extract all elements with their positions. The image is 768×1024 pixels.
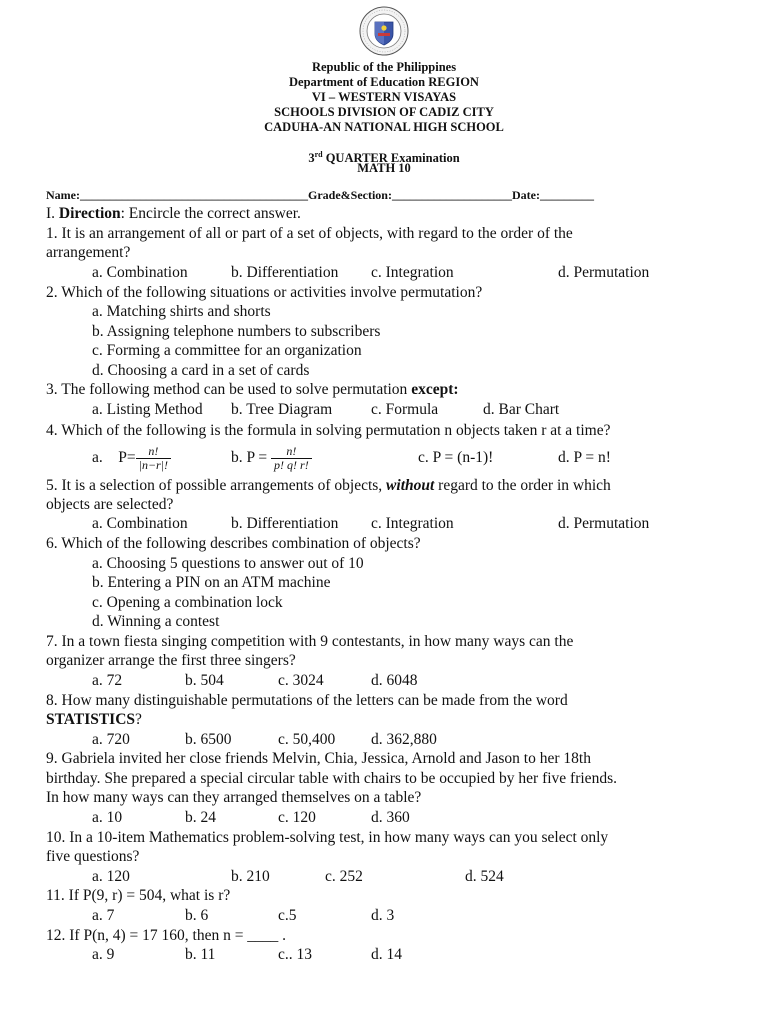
grade-section-label: Grade&Section:: [307, 188, 392, 202]
q10-option-d[interactable]: d. 524: [465, 868, 504, 885]
header-republic: Republic of the Philippines: [311, 60, 457, 74]
q10-option-a[interactable]: a. 120: [92, 868, 130, 885]
question-10-text: 10. In a 10-item Mathematics problem-solving test, in how many ways can you select only: [46, 829, 609, 846]
question-8-text-cont: STATISTICS?: [46, 711, 142, 728]
question-7-text: 7. In a town fiesta singing competition with 9 contestants, in how many ways can the: [46, 633, 574, 650]
q8-option-a[interactable]: a. 720: [92, 731, 130, 748]
q11-option-d[interactable]: d. 3: [371, 907, 395, 924]
subject-title: MATH 10: [357, 161, 411, 175]
q8-option-d[interactable]: d. 362,880: [371, 731, 437, 748]
header-division: SCHOOLS DIVISION OF CADIZ CITY: [274, 105, 494, 119]
grade-section-field[interactable]: ____________________: [391, 188, 512, 202]
q9-option-c[interactable]: c. 120: [278, 809, 316, 826]
q11-option-b[interactable]: b. 6: [185, 907, 209, 924]
question-9-text-cont: birthday. She prepared a special circular table with chairs to be occupied by her five friends.: [46, 770, 617, 787]
q4-option-d[interactable]: d. P = n!: [558, 449, 611, 466]
q1-option-b[interactable]: b. Differentiation: [231, 264, 339, 281]
header-department: Department of Education REGION: [289, 75, 479, 89]
q4-option-c[interactable]: c. P = (n-1)!: [418, 449, 494, 466]
question-5-text-cont: objects are selected?: [46, 496, 174, 513]
header-region: VI – WESTERN VISAYAS: [311, 90, 457, 104]
q1-option-c[interactable]: c. Integration: [371, 264, 454, 281]
q4-b-fraction: $\frac{n!}{p! q! r!}$: [271, 445, 312, 472]
q1-option-a[interactable]: a. Combination: [92, 264, 188, 281]
date-label: Date:: [511, 188, 540, 202]
q6-option-a[interactable]: a. Choosing 5 questions to answer out of 10: [92, 555, 364, 572]
q2-option-c[interactable]: c. Forming a committee for an organization: [92, 342, 362, 359]
question-2-text: 2. Which of the following situations or activities involve permutation?: [46, 284, 483, 301]
q3-option-d[interactable]: d. Bar Chart: [483, 401, 560, 418]
q3-option-a[interactable]: a. Listing Method: [92, 401, 203, 418]
q4-option-b[interactable]: b. P = $\frac{n!}{p! q! r!}$: [231, 439, 312, 477]
q12-option-d[interactable]: d. 14: [371, 946, 402, 963]
q3-option-b[interactable]: b. Tree Diagram: [231, 401, 333, 418]
q5-option-d[interactable]: d. Permutation: [558, 515, 650, 532]
q9-option-d[interactable]: d. 360: [371, 809, 410, 826]
q7-option-c[interactable]: c. 3024: [278, 672, 324, 689]
question-1-text: 1. It is an arrangement of all or part of a set of objects, with regard to the order of the: [46, 225, 573, 242]
q7-option-d[interactable]: d. 6048: [371, 672, 418, 689]
header-school: CADUHA-AN NATIONAL HIGH SCHOOL: [264, 120, 504, 134]
q3-option-c[interactable]: c. Formula: [371, 401, 439, 418]
exam-title: 3rd QUARTER Examination: [308, 150, 460, 166]
question-12-text: 12. If P(n, 4) = 17 160, then n = ____ .: [46, 927, 287, 944]
date-field[interactable]: _________: [539, 188, 594, 202]
q2-option-a[interactable]: a. Matching shirts and shorts: [92, 303, 271, 320]
q5-option-b[interactable]: b. Differentiation: [231, 515, 339, 532]
q4-option-a[interactable]: a. P= $\frac{n!}{|n-r|!}$: [92, 439, 171, 477]
q4-a-fraction: $\frac{n!}{|n-r|!}$: [136, 445, 171, 472]
q6-option-b[interactable]: b. Entering a PIN on an ATM machine: [92, 574, 331, 591]
name-label: Name:: [46, 188, 80, 202]
question-3-text: 3. The following method can be used to solve permutation except:: [46, 381, 459, 398]
q2-option-b[interactable]: b. Assigning telephone numbers to subscribers: [92, 323, 381, 340]
question-8-text: 8. How many distinguishable permutations of the letters can be made from the word: [46, 692, 568, 709]
q10-option-c[interactable]: c. 252: [325, 868, 363, 885]
q8-option-c[interactable]: c. 50,400: [278, 731, 336, 748]
deped-seal-logo: [359, 6, 409, 56]
q11-option-a[interactable]: a. 7: [92, 907, 115, 924]
question-1-text-cont: arrangement?: [46, 244, 131, 261]
q6-option-d[interactable]: d. Winning a contest: [92, 613, 220, 630]
q8-option-b[interactable]: b. 6500: [185, 731, 232, 748]
q1-option-d[interactable]: d. Permutation: [558, 264, 650, 281]
q2-option-d[interactable]: d. Choosing a card in a set of cards: [92, 362, 310, 379]
question-10-text-cont: five questions?: [46, 848, 140, 865]
q9-option-b[interactable]: b. 24: [185, 809, 216, 826]
q6-option-c[interactable]: c. Opening a combination lock: [92, 594, 283, 611]
question-6-text: 6. Which of the following describes combination of objects?: [46, 535, 421, 552]
question-11-text: 11. If P(9, r) = 504, what is r?: [46, 887, 231, 904]
question-5-text: 5. It is a selection of possible arrangements of objects, without regard to the order in which: [46, 477, 611, 494]
q5-option-a[interactable]: a. Combination: [92, 515, 188, 532]
q12-option-a[interactable]: a. 9: [92, 946, 115, 963]
q11-option-c[interactable]: c.5: [278, 907, 297, 924]
question-4-text: 4. Which of the following is the formula in solving permutation n objects taken r at a time?: [46, 422, 611, 439]
q7-option-b[interactable]: b. 504: [185, 672, 224, 689]
student-info-line: [46, 188, 594, 203]
question-7-text-cont: organizer arrange the first three singers?: [46, 652, 296, 669]
direction: I. Direction: Encircle the correct answer.: [46, 205, 301, 222]
q5-option-c[interactable]: c. Integration: [371, 515, 454, 532]
q9-option-a[interactable]: a. 10: [92, 809, 123, 826]
q12-option-b[interactable]: b. 11: [185, 946, 216, 963]
question-9-text: 9. Gabriela invited her close friends Melvin, Chia, Jessica, Arnold and Jason to her 18th: [46, 750, 591, 767]
question-9-text-cont-2: In how many ways can they arranged themselves on a table?: [46, 789, 422, 806]
q10-option-b[interactable]: b. 210: [231, 868, 270, 885]
name-field[interactable]: ______________________________________: [79, 188, 308, 202]
q7-option-a[interactable]: a. 72: [92, 672, 123, 689]
q12-option-c[interactable]: c.. 13: [278, 946, 313, 963]
